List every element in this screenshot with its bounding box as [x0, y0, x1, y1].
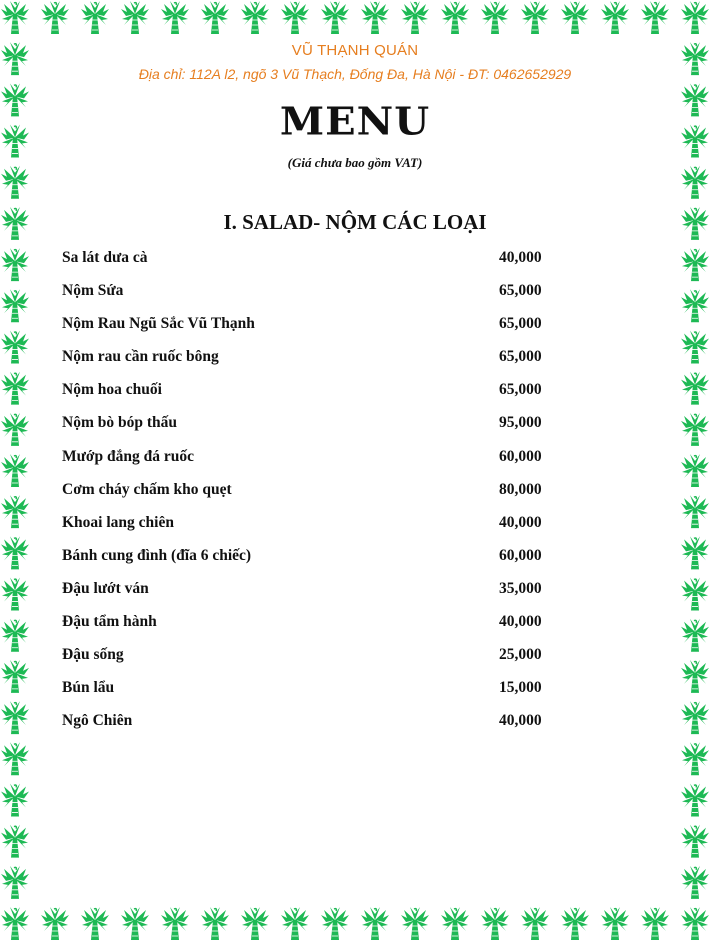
menu-item-name: Nộm rau cần ruốc bông [62, 348, 219, 366]
menu-item [62, 610, 552, 643]
palm-tree-icon [1, 330, 29, 363]
menu-item-name: Nộm hoa chuối [62, 381, 162, 399]
menu-item-price: 80,000 [499, 480, 542, 498]
palm-tree-icon [1, 619, 29, 652]
menu-item [62, 279, 552, 312]
menu-item [62, 411, 552, 444]
restaurant-name: VŨ THẠNH QUÁN [291, 42, 419, 59]
menu-item [62, 577, 552, 610]
section-title: I. SALAD- NỘM CÁC LOẠI [223, 210, 487, 234]
menu-item-name: Đậu lướt ván [62, 579, 149, 597]
menu-item-price: 65,000 [499, 282, 542, 300]
palm-tree-icon [1, 372, 29, 405]
menu-item [62, 378, 552, 411]
palm-tree-icon [681, 536, 709, 569]
palm-tree-icon [681, 372, 709, 405]
palm-tree-icon [561, 1, 589, 34]
palm-tree-icon [281, 1, 309, 34]
palm-tree-icon [681, 289, 709, 322]
menu-item-name: Sa lát dưa cà [62, 249, 148, 266]
palm-tree-icon [521, 907, 549, 940]
menu-item [62, 445, 552, 478]
menu-item [62, 544, 552, 577]
palm-tree-icon [681, 330, 709, 363]
menu-item-list [62, 246, 552, 742]
menu-item-name: Bún lẩu [62, 679, 115, 697]
palm-tree-icon [401, 907, 429, 940]
menu-item [62, 246, 552, 279]
menu-item-price: 65,000 [499, 381, 542, 399]
palm-tree-icon [681, 454, 709, 487]
palm-tree-icon [281, 907, 309, 940]
palm-tree-icon [401, 1, 429, 34]
palm-tree-icon [681, 825, 709, 858]
palm-tree-icon [1, 578, 29, 611]
palm-tree-icon [1, 907, 29, 940]
menu-item-name: Ngô Chiên [62, 712, 133, 730]
menu-item-price: 40,000 [499, 613, 542, 631]
palm-tree-icon [321, 1, 349, 34]
palm-tree-icon [681, 907, 709, 940]
palm-tree-icon [1, 289, 29, 322]
palm-tree-icon [681, 413, 709, 446]
palm-tree-icon [201, 1, 229, 34]
palm-tree-icon [1, 454, 29, 487]
palm-tree-icon [441, 907, 469, 940]
palm-tree-icon [601, 907, 629, 940]
palm-tree-icon [361, 1, 389, 34]
palm-tree-icon [121, 1, 149, 34]
menu-title: MENU [279, 99, 431, 144]
palm-tree-icon [1, 248, 29, 281]
menu-item-price: 25,000 [499, 646, 542, 664]
palm-tree-icon [681, 866, 709, 899]
palm-tree-icon [1, 783, 29, 816]
palm-tree-icon [481, 907, 509, 940]
palm-tree-icon [601, 1, 629, 34]
palm-tree-icon [241, 907, 269, 940]
palm-tree-icon [81, 1, 109, 34]
menu-item [62, 478, 552, 511]
palm-tree-icon [1, 742, 29, 775]
menu-item [62, 511, 552, 544]
vat-note: (Giá chưa bao gồm VAT) [287, 155, 423, 170]
menu-item-name: Mướp đắng đá ruốc [62, 447, 194, 465]
palm-tree-icon [1, 495, 29, 528]
palm-tree-icon [641, 1, 669, 34]
menu-item [62, 676, 552, 709]
menu-item-name: Đậu tẩm hành [62, 613, 157, 631]
palm-tree-icon [41, 907, 69, 940]
menu-item-price: 60,000 [499, 447, 542, 465]
palm-tree-icon [681, 660, 709, 693]
menu-item-name: Nộm Sứa [62, 282, 124, 300]
menu-item-price: 40,000 [499, 712, 542, 730]
menu-item-price: 65,000 [499, 348, 542, 366]
palm-tree-icon [121, 907, 149, 940]
restaurant-address: Địa chỉ: 112A l2, ngõ 3 Vũ Thạch, Đống Đa, Hà Nội - ĐT: 0462652929 [138, 66, 572, 82]
menu-item-name: Nộm Rau Ngũ Sắc Vũ Thạnh [62, 315, 255, 333]
palm-tree-icon [201, 907, 229, 940]
palm-tree-icon [681, 578, 709, 611]
menu-item-name: Đậu sống [62, 646, 124, 664]
palm-tree-icon [1, 660, 29, 693]
palm-tree-icon [561, 907, 589, 940]
palm-tree-icon [681, 248, 709, 281]
menu-item [62, 345, 552, 378]
menu-item-price: 95,000 [499, 414, 542, 432]
palm-tree-icon [481, 1, 509, 34]
palm-tree-icon [641, 907, 669, 940]
palm-tree-icon [441, 1, 469, 34]
palm-tree-icon [1, 536, 29, 569]
menu-item-name: Nộm bò bóp thấu [62, 414, 177, 432]
menu-item-price: 60,000 [499, 546, 542, 564]
menu-item [62, 643, 552, 676]
palm-tree-icon [681, 783, 709, 816]
palm-tree-icon [1, 866, 29, 899]
palm-tree-icon [321, 907, 349, 940]
menu-item [62, 312, 552, 345]
menu-item-price: 40,000 [499, 513, 542, 531]
palm-tree-icon [161, 1, 189, 34]
palm-tree-icon [1, 413, 29, 446]
palm-tree-icon [681, 701, 709, 734]
palm-tree-icon [1, 1, 29, 34]
menu-item-name: Cơm cháy chấm kho quẹt [62, 480, 232, 498]
menu-item-price: 40,000 [499, 249, 542, 266]
palm-tree-icon [521, 1, 549, 34]
palm-tree-icon [681, 742, 709, 775]
menu-item [62, 709, 552, 742]
palm-tree-icon [681, 619, 709, 652]
menu-item-name: Bánh cung đình (đĩa 6 chiếc) [62, 546, 252, 564]
palm-tree-icon [1, 701, 29, 734]
menu-item-price: 15,000 [499, 679, 542, 697]
palm-tree-icon [161, 907, 189, 940]
menu-item-price: 65,000 [499, 315, 542, 333]
palm-tree-icon [361, 907, 389, 940]
palm-tree-icon [1, 825, 29, 858]
palm-tree-icon [681, 1, 709, 34]
palm-tree-icon [81, 907, 109, 940]
palm-tree-icon [681, 495, 709, 528]
palm-tree-icon [241, 1, 269, 34]
menu-item-price: 35,000 [499, 579, 542, 597]
palm-tree-icon [41, 1, 69, 34]
menu-item-name: Khoai lang chiên [62, 513, 174, 531]
